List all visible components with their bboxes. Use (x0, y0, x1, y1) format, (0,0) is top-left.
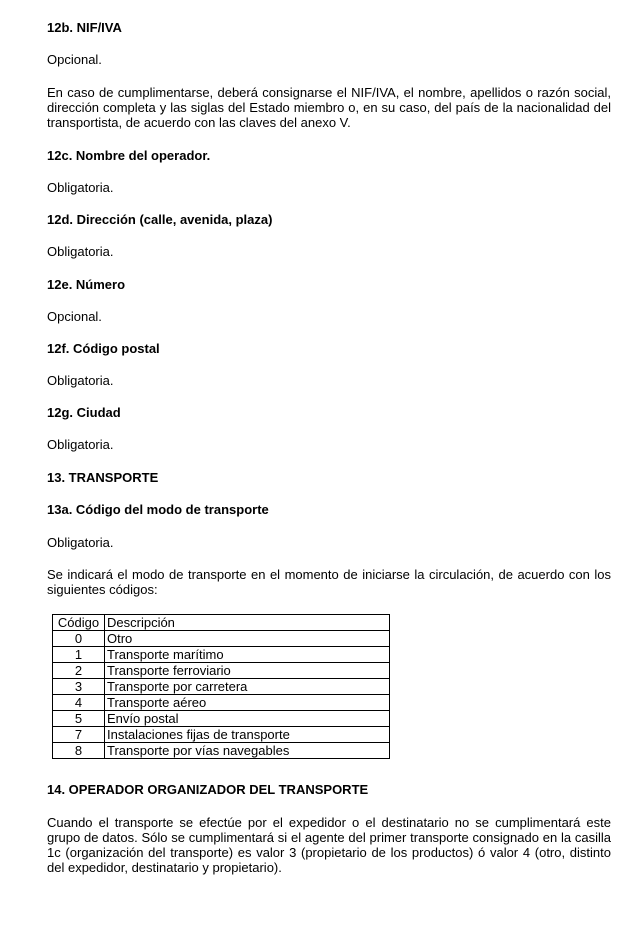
column-header-descripcion: Descripción (105, 615, 390, 631)
heading-13: 13. TRANSPORTE (47, 470, 159, 485)
paragraph-14: Cuando el transporte se efectúe por el expedidor o el destinatario no se cumplimentará este grupo de datos. Sólo se cumplimentará si el agente del primer transporte consignado en la casilla 1c (organización del transporte) es valor 3 (propietario de los productos) ó valor 4 (otro, distinto del expedidor, destinatario y propietario). (47, 815, 611, 875)
column-header-codigo: Código (53, 615, 105, 631)
table-header-row (53, 615, 390, 631)
heading-12b: 12b. NIF/IVA (47, 20, 122, 35)
heading-12c: 12c. Nombre del operador. (47, 148, 211, 163)
heading-12e: 12e. Número (47, 277, 126, 292)
heading-12g: 12g. Ciudad (47, 405, 121, 420)
table-row (53, 727, 390, 743)
paragraph-12b: En caso de cumplimentarse, deberá consignarse el NIF/IVA, el nombre, apellidos o razón social, dirección completa y las siglas del Estado miembro o, en su caso, del país de la nacionalidad del transportista, de acuerdo con las claves del anexo V. (47, 85, 611, 130)
code-cell: 3 (53, 679, 105, 695)
heading-14: 14. OPERADOR ORGANIZADOR DEL TRANSPORTE (47, 782, 369, 797)
table-row (53, 711, 390, 727)
table-row (53, 743, 390, 759)
paragraph-13a: Se indicará el modo de transporte en el momento de iniciarse la circulación, de acuerdo con los siguientes códigos: (47, 567, 611, 597)
code-cell: 5 (53, 711, 105, 727)
status-12c: Obligatoria. (47, 180, 114, 195)
code-cell: 0 (53, 631, 105, 647)
description-cell: Envío postal (105, 711, 390, 727)
description-cell: Transporte marítimo (105, 647, 390, 663)
table-row (53, 647, 390, 663)
description-cell: Transporte por carretera (105, 679, 390, 695)
status-12f: Obligatoria. (47, 373, 114, 388)
description-cell: Transporte aéreo (105, 695, 390, 711)
status-12g: Obligatoria. (47, 437, 114, 452)
table-row (53, 695, 390, 711)
status-13a: Obligatoria. (47, 535, 114, 550)
heading-12f: 12f. Código postal (47, 341, 160, 356)
code-cell: 1 (53, 647, 105, 663)
code-cell: 2 (53, 663, 105, 679)
description-cell: Instalaciones fijas de transporte (105, 727, 390, 743)
status-12e: Opcional. (47, 309, 102, 324)
code-cell: 8 (53, 743, 105, 759)
table-row (53, 663, 390, 679)
table-row (53, 631, 390, 647)
description-cell: Otro (105, 631, 390, 647)
transport-codes-table (52, 614, 390, 759)
heading-13a: 13a. Código del modo de transporte (47, 502, 269, 517)
code-cell: 4 (53, 695, 105, 711)
description-cell: Transporte por vías navegables (105, 743, 390, 759)
status-12b: Opcional. (47, 52, 102, 67)
code-cell: 7 (53, 727, 105, 743)
table-row (53, 679, 390, 695)
heading-12d: 12d. Dirección (calle, avenida, plaza) (47, 212, 273, 227)
status-12d: Obligatoria. (47, 244, 114, 259)
description-cell: Transporte ferroviario (105, 663, 390, 679)
